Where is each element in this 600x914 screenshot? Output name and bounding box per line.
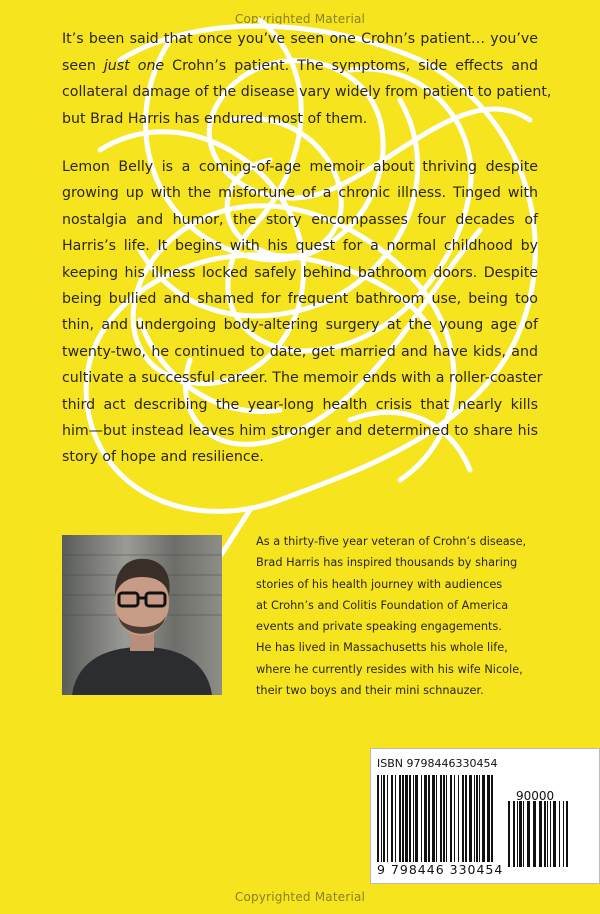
author-bio	[256, 531, 526, 701]
text-line	[62, 53, 538, 80]
copyright-watermark-top: Copyrighted Material	[234, 12, 366, 26]
text-line: twenty-two, he continued to date, get married and have kids, and	[62, 343, 538, 360]
barcode-bar	[517, 801, 518, 867]
text-line: growing up with the misfortune of a chronic illness. Tinged with	[62, 185, 538, 202]
bio-line: As a thirty-five year veteran of Crohn’s disease,	[256, 535, 527, 548]
barcode-bar	[563, 801, 564, 867]
author-portrait-icon	[62, 535, 222, 695]
text-line: keeping his illness locked safely behind bathroom doors. Despite	[62, 264, 538, 281]
barcode-bar	[523, 801, 524, 867]
isbn-barcode	[370, 748, 600, 884]
barcode-bar	[544, 801, 546, 867]
barcode-bar	[508, 801, 510, 867]
bio-line: He has lived in Massachusetts his whole life,	[256, 641, 508, 655]
bio-line: stories of his health journey with audiences	[256, 577, 503, 591]
text-line: but Brad Harris has endured most of them.	[62, 110, 368, 127]
bio-line: Brad Harris has inspired thousands by sharing	[256, 556, 518, 570]
barcode-digits: 9 798446 330454	[377, 862, 504, 877]
text-line: him—but instead leaves him stronger and determined to share his	[62, 422, 538, 439]
text-line: It’s been said that once you’ve seen one Crohn’s patient… you’ve	[62, 31, 538, 47]
text-line: thin, and undergoing body-altering surgery at the young age of	[62, 317, 538, 334]
text-fragment: Crohn’s patient. The symptoms, side effects and	[164, 57, 538, 74]
barcode-bar	[539, 801, 542, 867]
barcode-bar	[550, 801, 551, 867]
barcode-bar	[547, 801, 548, 867]
copyright-watermark-bottom: Copyrighted Material	[234, 890, 366, 904]
text-line: collateral damage of the disease vary widely from patient to patient,	[62, 84, 552, 100]
blurb-paragraph-2	[62, 154, 543, 471]
bio-line: events and private speaking engagements.	[256, 620, 502, 634]
text-line: cultivate a successful career. The memoir ends with a roller-coaster	[62, 370, 543, 387]
barcode-bar	[527, 801, 530, 867]
text-line: being bullied and shamed for frequent bathroom use, being too	[62, 290, 538, 307]
isbn-label: ISBN 9798446330454	[377, 757, 498, 770]
barcode-bar	[566, 801, 568, 867]
bio-line: where he currently resides with his wife Nicole,	[256, 662, 523, 676]
text-line: Harris’s life. It begins with his quest for a normal childhood by	[62, 238, 538, 255]
barcode-bar	[533, 801, 536, 867]
blurb-paragraph-1	[62, 26, 552, 132]
barcode-bar	[559, 801, 560, 867]
barcode-bar	[553, 801, 556, 867]
text-line: Lemon Belly is a coming-of-age memoir about thriving despite	[62, 159, 538, 175]
text-line: nostalgia and humor, the story encompasses four decades of	[62, 211, 538, 228]
price-code: 90000	[516, 789, 555, 803]
text-fragment: seen	[62, 57, 104, 74]
text-line: story of hope and resilience.	[62, 449, 264, 466]
barcode-bar	[519, 801, 522, 867]
author-photo	[62, 535, 222, 695]
bio-line: at Crohn’s and Colitis Foundation of America	[256, 598, 509, 612]
text-line: third act describing the year-long health crisis that nearly kills	[62, 396, 538, 413]
emphasis-just-one: just one	[103, 57, 165, 74]
barcode-bar	[513, 801, 515, 867]
bio-line: their two boys and their mini schnauzer.	[256, 684, 484, 698]
